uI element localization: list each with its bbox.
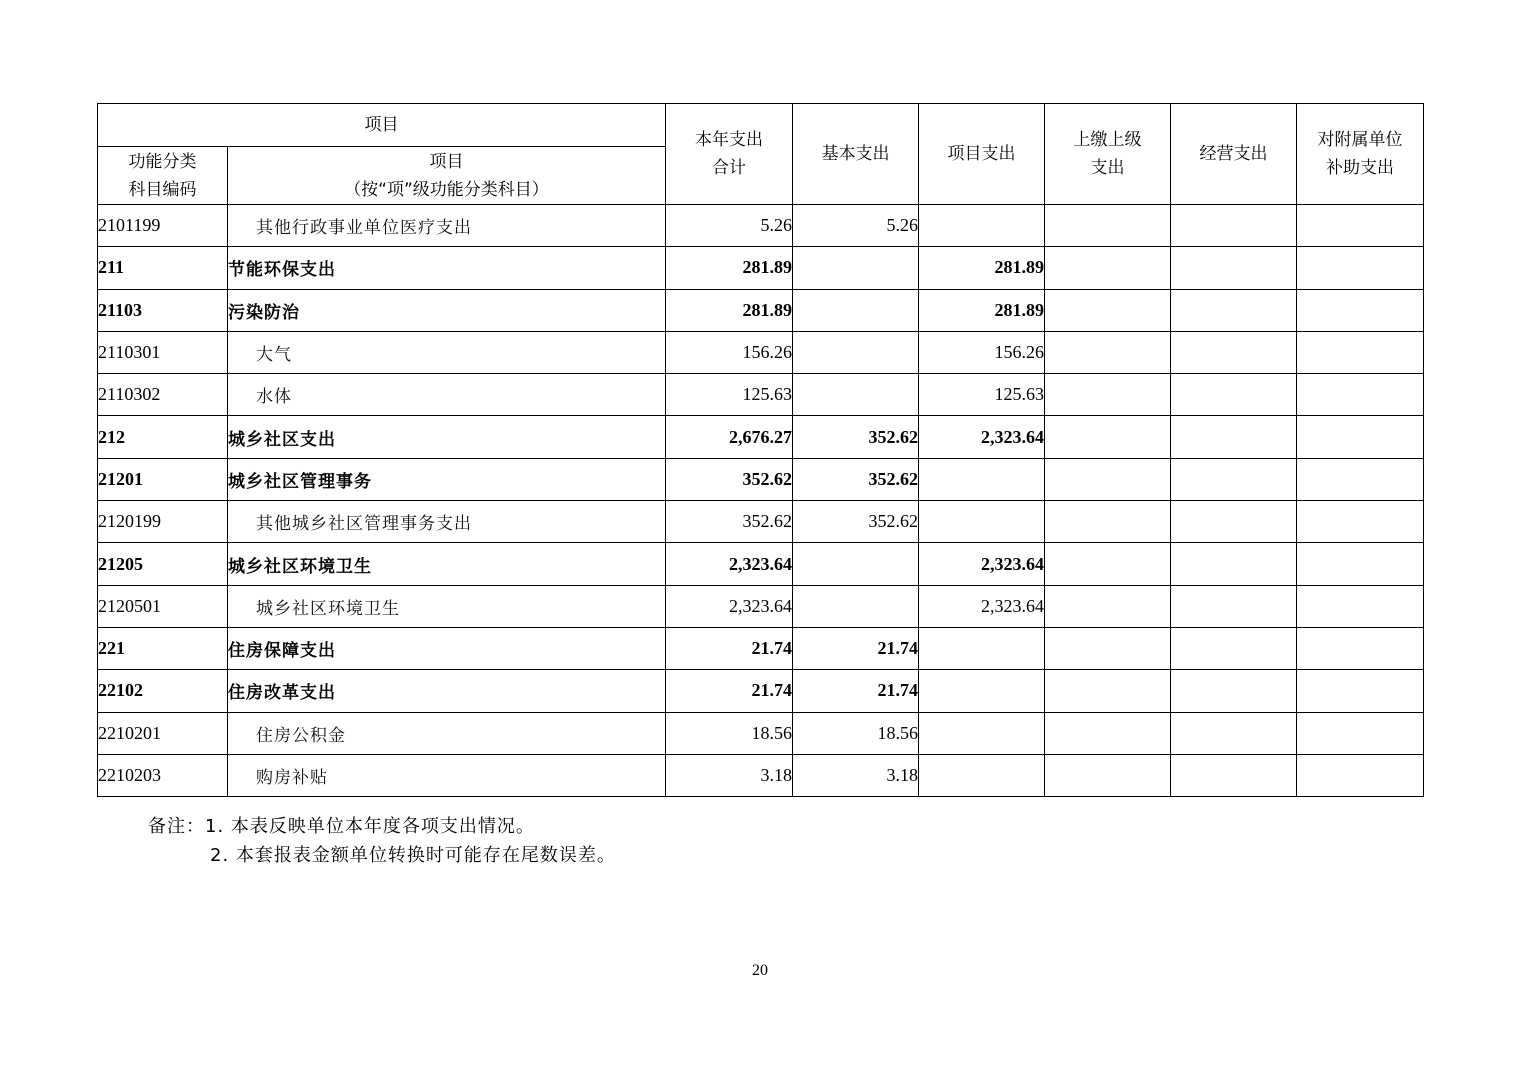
row-project: 2,323.64 [919,585,1045,627]
row-basic: 5.26 [793,205,919,247]
row-name: 住房改革支出 [228,670,666,712]
row-subsidiary [1297,585,1424,627]
row-project: 125.63 [919,374,1045,416]
row-name: 购房补贴 [228,754,666,796]
row-subsidiary [1297,289,1424,331]
row-total: 281.89 [666,289,793,331]
row-superior [1045,670,1171,712]
row-basic [793,374,919,416]
row-basic: 18.56 [793,712,919,754]
page-number: 20 [752,962,768,979]
row-superior [1045,458,1171,500]
row-total: 125.63 [666,374,793,416]
row-name: 城乡社区支出 [228,416,666,458]
row-superior [1045,247,1171,289]
row-operating [1171,627,1297,669]
row-basic [793,331,919,373]
row-basic [793,543,919,585]
row-subsidiary [1297,458,1424,500]
row-superior [1045,374,1171,416]
row-code: 212 [98,416,228,458]
row-total: 352.62 [666,458,793,500]
row-project: 2,323.64 [919,543,1045,585]
row-code: 2110301 [98,331,228,373]
footnote-line-1: 备注：1. 本表反映单位本年度各项支出情况。 [148,816,535,837]
row-operating [1171,585,1297,627]
row-name: 其他行政事业单位医疗支出 [228,205,666,247]
row-operating [1171,247,1297,289]
row-total: 5.26 [666,205,793,247]
row-code: 2110302 [98,374,228,416]
row-name: 住房公积金 [228,712,666,754]
table-row [98,627,1424,669]
row-superior [1045,331,1171,373]
table-row [98,754,1424,796]
row-code: 2210201 [98,712,228,754]
row-superior [1045,754,1171,796]
row-project: 2,323.64 [919,416,1045,458]
table-row [98,501,1424,543]
row-operating [1171,543,1297,585]
row-name: 城乡社区环境卫生 [228,543,666,585]
row-basic: 21.74 [793,670,919,712]
row-subsidiary [1297,416,1424,458]
row-project [919,501,1045,543]
table-row [98,205,1424,247]
table-row [98,374,1424,416]
footnotes [148,812,616,870]
row-operating [1171,374,1297,416]
row-name: 污染防治 [228,289,666,331]
table-row [98,585,1424,627]
row-project: 281.89 [919,289,1045,331]
table-row [98,543,1424,585]
row-project [919,670,1045,712]
row-superior [1045,416,1171,458]
row-subsidiary [1297,627,1424,669]
row-basic: 3.18 [793,754,919,796]
row-total: 3.18 [666,754,793,796]
row-subsidiary [1297,331,1424,373]
row-total: 352.62 [666,501,793,543]
row-code: 2120501 [98,585,228,627]
row-project [919,712,1045,754]
row-project [919,627,1045,669]
row-total: 2,323.64 [666,585,793,627]
row-total: 156.26 [666,331,793,373]
table-row [98,416,1424,458]
row-project: 281.89 [919,247,1045,289]
row-code: 22102 [98,670,228,712]
row-superior [1045,501,1171,543]
row-basic: 352.62 [793,416,919,458]
row-total: 18.56 [666,712,793,754]
row-operating [1171,331,1297,373]
table-row [98,712,1424,754]
row-operating [1171,754,1297,796]
row-code: 221 [98,627,228,669]
row-subsidiary [1297,712,1424,754]
row-subsidiary [1297,543,1424,585]
row-superior [1045,712,1171,754]
row-operating [1171,289,1297,331]
row-subsidiary [1297,670,1424,712]
header-subsidiary: 对附属单位 补助支出 [1297,104,1424,205]
row-basic: 21.74 [793,627,919,669]
expenditure-table [97,103,1424,797]
row-name: 城乡社区管理事务 [228,458,666,500]
header-operating: 经营支出 [1171,104,1297,205]
table-row [98,458,1424,500]
row-subsidiary [1297,754,1424,796]
header-superior: 上缴上级 支出 [1045,104,1171,205]
header-total: 本年支出 合计 [666,104,793,205]
row-subsidiary [1297,247,1424,289]
header-project: 项目支出 [919,104,1045,205]
row-total: 21.74 [666,670,793,712]
row-basic [793,585,919,627]
row-basic [793,247,919,289]
row-operating [1171,416,1297,458]
row-superior [1045,585,1171,627]
header-project-group: 项目 [98,104,666,147]
row-code: 2101199 [98,205,228,247]
row-name: 大气 [228,331,666,373]
table-row [98,247,1424,289]
row-project: 156.26 [919,331,1045,373]
row-operating [1171,205,1297,247]
row-total: 281.89 [666,247,793,289]
row-subsidiary [1297,501,1424,543]
row-subsidiary [1297,374,1424,416]
header-name: 项目 （按“项”级功能分类科目） [228,147,666,205]
table-row [98,331,1424,373]
row-code: 2210203 [98,754,228,796]
table-row [98,289,1424,331]
row-subsidiary [1297,205,1424,247]
row-name: 城乡社区环境卫生 [228,585,666,627]
row-operating [1171,458,1297,500]
header-basic: 基本支出 [793,104,919,205]
row-basic: 352.62 [793,458,919,500]
row-name: 其他城乡社区管理事务支出 [228,501,666,543]
row-name: 节能环保支出 [228,247,666,289]
row-basic [793,289,919,331]
row-code: 21205 [98,543,228,585]
row-superior [1045,627,1171,669]
row-code: 21201 [98,458,228,500]
header-code: 功能分类 科目编码 [98,147,228,205]
row-total: 21.74 [666,627,793,669]
row-project [919,205,1045,247]
row-operating [1171,670,1297,712]
row-name: 住房保障支出 [228,627,666,669]
row-superior [1045,289,1171,331]
row-project [919,458,1045,500]
row-operating [1171,501,1297,543]
row-superior [1045,543,1171,585]
row-code: 2120199 [98,501,228,543]
row-superior [1045,205,1171,247]
row-project [919,754,1045,796]
footnote-line-2: 2. 本套报表金额单位转换时可能存在尾数误差。 [210,845,616,866]
row-total: 2,676.27 [666,416,793,458]
row-basic: 352.62 [793,501,919,543]
row-code: 21103 [98,289,228,331]
row-code: 211 [98,247,228,289]
row-total: 2,323.64 [666,543,793,585]
row-name: 水体 [228,374,666,416]
row-operating [1171,712,1297,754]
table-row [98,670,1424,712]
